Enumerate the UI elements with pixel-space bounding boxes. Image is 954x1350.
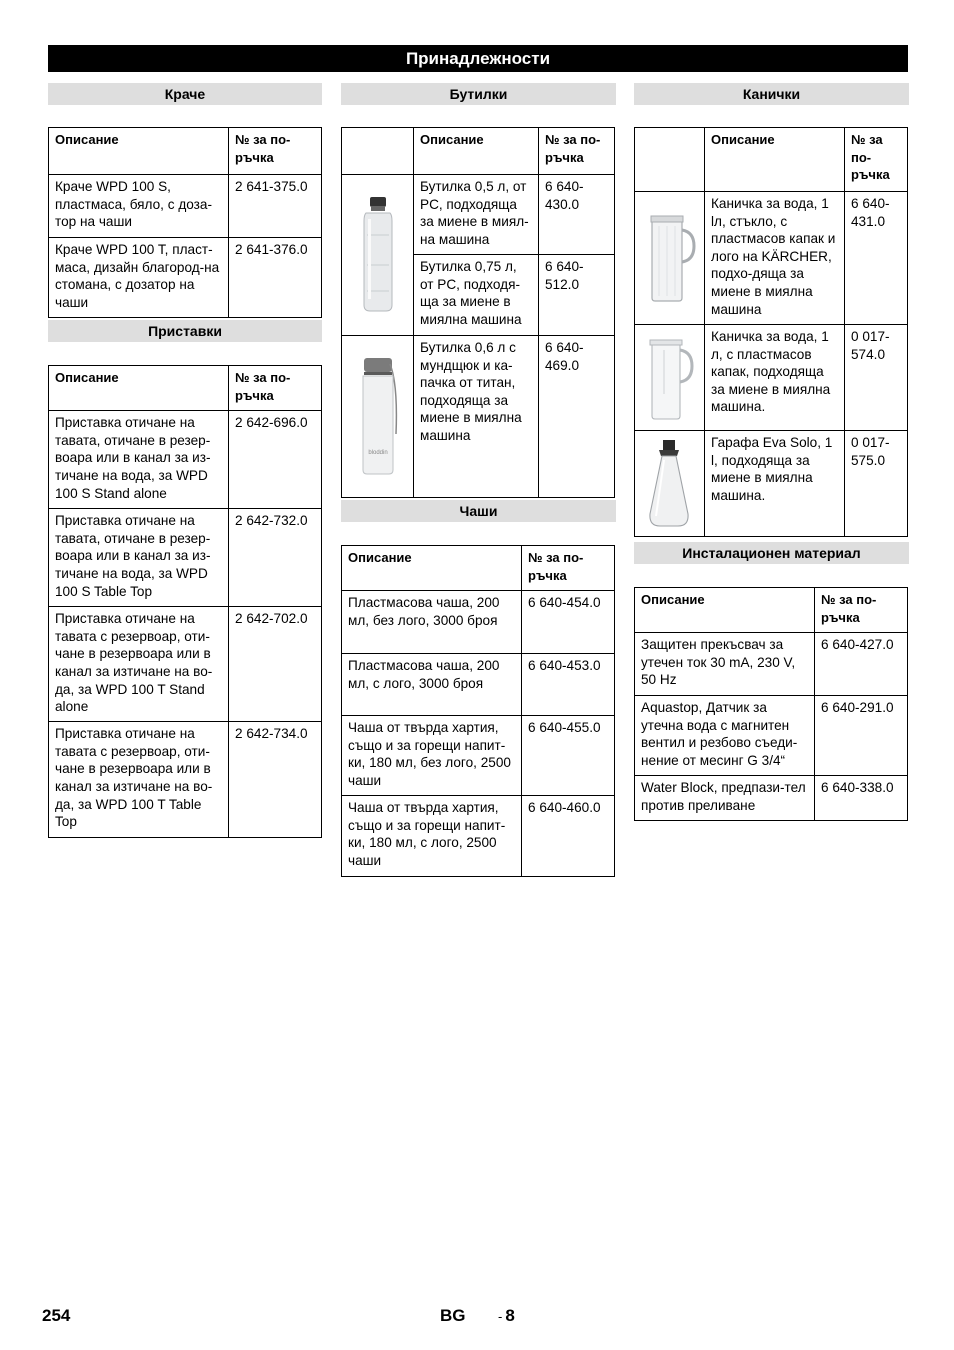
item-description: Пластмасова чаша, 200 мл, с лого, 3000 броя [342, 654, 522, 716]
glass-jug-icon [635, 212, 704, 304]
header-order-number: № за по-ръчка [845, 128, 908, 192]
item-order-number: 6 640-460.0 [522, 796, 615, 877]
table-row [342, 654, 615, 716]
clear-bottle-icon [342, 195, 413, 315]
item-description: Приставка отичане на тавата, отичане в резер-воара или в канал за из-тичане на вода, за WPD 100 S Table Top [49, 509, 229, 607]
attachments-table [48, 365, 322, 838]
section-header-attachments: Приставки [48, 320, 322, 342]
item-order-number: 6 640-430.0 [539, 175, 615, 255]
page-number: 254 [42, 1306, 71, 1325]
header-description: Описание [705, 128, 845, 192]
item-order-number: 0 017-575.0 [845, 431, 908, 537]
section-header-bottles: Бутилки [341, 83, 616, 105]
item-order-number: 6 640-454.0 [522, 591, 615, 654]
item-order-number: 6 640-338.0 [815, 776, 908, 821]
jugs-table [634, 127, 908, 537]
table-row [49, 175, 322, 238]
header-description: Описание [342, 546, 522, 591]
header-order-number: № за по-ръчка [815, 588, 908, 633]
item-description: Чаша от твърда хартия, също и за горещи напит-ки, 180 мл, с лого, 2500 чаши [342, 796, 522, 877]
header-image [342, 128, 414, 175]
table-row [49, 411, 322, 509]
table-row [49, 607, 322, 722]
table-row [635, 696, 908, 776]
table-row [49, 509, 322, 607]
item-description: Каничка за вода, 1 lл, стъкло, с пластмасов капак и лого на KÄRCHER, подхо-дяща за миене в миялна машина [705, 192, 845, 325]
item-description: Бутилка 0,5 л, от PC, подходяща за миене в миял-на машина [414, 175, 539, 255]
item-description: Приставка отичане на тавата с резервоар, оти-чане в резервоара или в канал за изтичане на во-да, за WPD 100 T Stand alone [49, 607, 229, 722]
table-row [635, 325, 908, 431]
language-code: BG [440, 1306, 466, 1325]
header-description: Описание [635, 588, 815, 633]
item-order-number: 2 642-732.0 [229, 509, 322, 607]
product-image [342, 175, 414, 336]
table-row [342, 175, 615, 255]
item-order-number: 6 640-453.0 [522, 654, 615, 716]
section-page-value: 8 [505, 1306, 515, 1325]
table-row [49, 722, 322, 838]
cups-table [341, 545, 615, 877]
item-description: Приставка отичане на тавата, отичане в резер-воара или в канал за из-тичане на вода, за WPD 100 S Stand alone [49, 411, 229, 509]
item-order-number: 2 642-696.0 [229, 411, 322, 509]
table-row [635, 192, 908, 325]
item-order-number: 0 017-574.0 [845, 325, 908, 431]
header-description: Описание [49, 128, 229, 175]
header-description: Описание [49, 366, 229, 411]
bottles-table [341, 127, 615, 498]
item-order-number: 2 642-702.0 [229, 607, 322, 722]
table-row [49, 238, 322, 318]
table-row [635, 776, 908, 821]
item-description: Water Block, предпази-тел против преливане [635, 776, 815, 821]
header-image [635, 128, 705, 192]
item-description: Бутилка 0,75 л, от PC, подходя-ща за миене в миялна машина [414, 255, 539, 336]
item-description: Пластмасова чаша, 200 мл, без лого, 3000 броя [342, 591, 522, 654]
table-row [635, 633, 908, 696]
item-order-number: 6 640-431.0 [845, 192, 908, 325]
table-row [342, 591, 615, 654]
item-description: Aquastop, Датчик за утечна вода с магнитен вентил и резбово съеди-нение от месинг G 3/4“ [635, 696, 815, 776]
item-order-number: 6 640-291.0 [815, 696, 908, 776]
product-image [635, 325, 705, 431]
section-header-install: Инсталационен материал [634, 542, 909, 564]
section-header-jugs: Канички [634, 83, 909, 105]
item-description: Краче WPD 100 T, пласт-маса, дизайн благород-на стомана, с дозатор на чаши [49, 238, 229, 318]
page-title: Принадлежности [48, 45, 908, 72]
carafe-icon [635, 438, 704, 530]
table-row [635, 431, 908, 537]
item-order-number: 2 641-375.0 [229, 175, 322, 238]
item-description: Каничка за вода, 1 л, с пластмасов капак, подходяща за миене в миялна машина. [705, 325, 845, 431]
item-order-number: 6 640-455.0 [522, 716, 615, 796]
section-page-number [498, 1306, 515, 1326]
install-table [634, 587, 908, 821]
table-row [342, 796, 615, 877]
item-description: Чаша от твърда хартия, също и за горещи напит-ки, 180 мл, без лого, 2500 чаши [342, 716, 522, 796]
header-description: Описание [414, 128, 539, 175]
header-order-number: № за по-ръчка [229, 128, 322, 175]
header-order-number: № за по-ръчка [522, 546, 615, 591]
legs-table [48, 127, 322, 318]
header-order-number: № за по-ръчка [229, 366, 322, 411]
section-header-legs: Краче [48, 83, 322, 105]
item-order-number: 6 640-427.0 [815, 633, 908, 696]
item-order-number: 6 640-512.0 [539, 255, 615, 336]
footer-dash: - [498, 1309, 503, 1324]
product-image [342, 336, 414, 498]
section-header-cups: Чаши [341, 500, 616, 522]
item-description: Бутилка 0,6 л с мундщюк и ка-пачка от титан, подходяща за миене в миялна машина [414, 336, 539, 498]
plastic-jug-icon [635, 334, 704, 422]
item-order-number: 6 640-469.0 [539, 336, 615, 498]
item-description: Защитен прекъсвач за утечен ток 30 mA, 230 V, 50 Hz [635, 633, 815, 696]
item-order-number: 2 641-376.0 [229, 238, 322, 318]
table-row [342, 336, 615, 498]
product-image [635, 431, 705, 537]
table-row [342, 716, 615, 796]
item-description: Краче WPD 100 S, пластмаса, бяло, с доза-тор на чаши [49, 175, 229, 238]
bottle-logo-text: bloddin [367, 450, 388, 456]
item-description: Приставка отичане на тавата с резервоар, оти-чане в резервоара или в канал за изтичане на во-да, за WPD 100 T Table Top [49, 722, 229, 838]
sport-bottle-icon [342, 354, 413, 479]
item-order-number: 2 642-734.0 [229, 722, 322, 838]
product-image [635, 192, 705, 325]
item-description: Гарафа Eva Solo, 1 l, подходяща за миене в миялна машина. [705, 431, 845, 537]
header-order-number: № за по-ръчка [539, 128, 615, 175]
